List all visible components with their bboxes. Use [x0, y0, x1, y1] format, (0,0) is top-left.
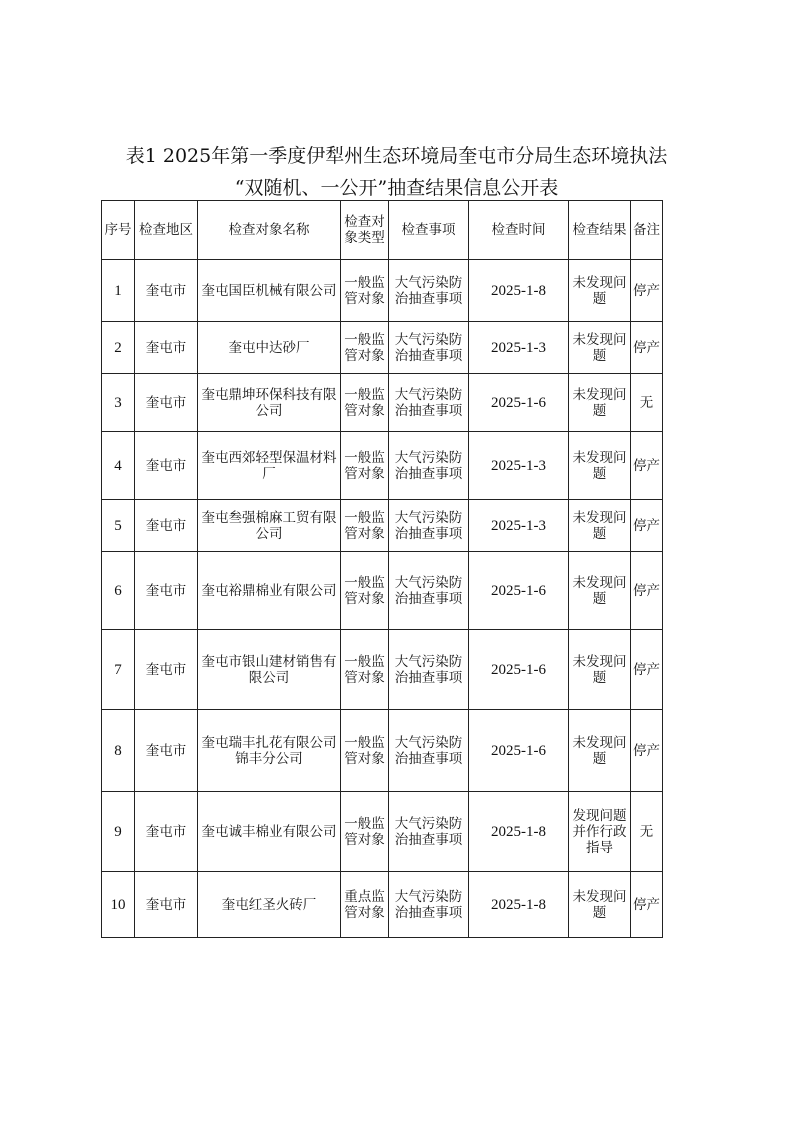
- cell-name: 奎屯鼎坤环保科技有限公司: [198, 374, 341, 432]
- cell-type: 一般监管对象: [341, 374, 389, 432]
- header-time: 检查时间: [469, 201, 569, 260]
- header-item: 检查事项: [389, 201, 469, 260]
- cell-area: 奎屯市: [135, 374, 198, 432]
- cell-item: 大气污染防治抽查事项: [389, 710, 469, 792]
- cell-result: 未发现问题: [569, 872, 631, 938]
- table-row: [102, 710, 663, 792]
- table-row: [102, 322, 663, 374]
- header-type: 检查对象类型: [341, 201, 389, 260]
- cell-seq: 6: [102, 552, 135, 630]
- table-row: [102, 630, 663, 710]
- cell-result: 发现问题并作行政指导: [569, 792, 631, 872]
- table-row: [102, 872, 663, 938]
- cell-item: 大气污染防治抽查事项: [389, 552, 469, 630]
- cell-time: 2025-1-8: [469, 260, 569, 322]
- cell-area: 奎屯市: [135, 432, 198, 500]
- cell-item: 大气污染防治抽查事项: [389, 260, 469, 322]
- table-row: [102, 552, 663, 630]
- header-area: 检查地区: [135, 201, 198, 260]
- cell-result: 未发现问题: [569, 260, 631, 322]
- cell-result: 未发现问题: [569, 322, 631, 374]
- cell-name: 奎屯西郊轻型保温材料厂: [198, 432, 341, 500]
- header-result: 检查结果: [569, 201, 631, 260]
- cell-name: 奎屯瑞丰扎花有限公司锦丰分公司: [198, 710, 341, 792]
- table-title-line2: “双随机、一公开”抽查结果信息公开表: [234, 177, 559, 199]
- table-row: [102, 500, 663, 552]
- cell-type: 一般监管对象: [341, 792, 389, 872]
- cell-time: 2025-1-6: [469, 630, 569, 710]
- cell-type: 一般监管对象: [341, 710, 389, 792]
- cell-note: 停产: [631, 260, 663, 322]
- cell-note: 无: [631, 792, 663, 872]
- cell-seq: 4: [102, 432, 135, 500]
- cell-area: 奎屯市: [135, 500, 198, 552]
- cell-result: 未发现问题: [569, 630, 631, 710]
- cell-item: 大气污染防治抽查事项: [389, 630, 469, 710]
- cell-result: 未发现问题: [569, 374, 631, 432]
- cell-note: 停产: [631, 710, 663, 792]
- cell-item: 大气污染防治抽查事项: [389, 432, 469, 500]
- table-row: [102, 432, 663, 500]
- table-row: [102, 792, 663, 872]
- cell-seq: 3: [102, 374, 135, 432]
- cell-type: 一般监管对象: [341, 630, 389, 710]
- cell-name: 奎屯国臣机械有限公司: [198, 260, 341, 322]
- cell-item: 大气污染防治抽查事项: [389, 374, 469, 432]
- cell-area: 奎屯市: [135, 872, 198, 938]
- cell-item: 大气污染防治抽查事项: [389, 500, 469, 552]
- cell-time: 2025-1-3: [469, 322, 569, 374]
- cell-area: 奎屯市: [135, 322, 198, 374]
- table-row: [102, 260, 663, 322]
- cell-result: 未发现问题: [569, 500, 631, 552]
- header-note: 备注: [631, 201, 663, 260]
- cell-type: 一般监管对象: [341, 500, 389, 552]
- cell-time: 2025-1-3: [469, 500, 569, 552]
- table-row: [102, 374, 663, 432]
- cell-time: 2025-1-6: [469, 374, 569, 432]
- table-title-line1: 表1 2025年第一季度伊犁州生态环境局奎屯市分局生态环境执法: [125, 145, 668, 167]
- cell-area: 奎屯市: [135, 630, 198, 710]
- cell-type: 一般监管对象: [341, 552, 389, 630]
- cell-note: 停产: [631, 552, 663, 630]
- cell-time: 2025-1-6: [469, 552, 569, 630]
- cell-seq: 1: [102, 260, 135, 322]
- table-body: [102, 260, 663, 938]
- cell-name: 奎屯中达砂厂: [198, 322, 341, 374]
- cell-item: 大气污染防治抽查事项: [389, 872, 469, 938]
- inspection-results-table: [101, 200, 663, 938]
- cell-time: 2025-1-3: [469, 432, 569, 500]
- header-name: 检查对象名称: [198, 201, 341, 260]
- cell-note: 停产: [631, 630, 663, 710]
- cell-seq: 5: [102, 500, 135, 552]
- cell-time: 2025-1-8: [469, 792, 569, 872]
- cell-result: 未发现问题: [569, 710, 631, 792]
- cell-item: 大气污染防治抽查事项: [389, 792, 469, 872]
- cell-seq: 2: [102, 322, 135, 374]
- cell-time: 2025-1-6: [469, 710, 569, 792]
- cell-area: 奎屯市: [135, 792, 198, 872]
- cell-type: 一般监管对象: [341, 322, 389, 374]
- cell-name: 奎屯裕鼎棉业有限公司: [198, 552, 341, 630]
- cell-seq: 7: [102, 630, 135, 710]
- cell-note: 停产: [631, 872, 663, 938]
- cell-type: 一般监管对象: [341, 432, 389, 500]
- cell-note: 停产: [631, 432, 663, 500]
- cell-note: 无: [631, 374, 663, 432]
- cell-result: 未发现问题: [569, 432, 631, 500]
- cell-note: 停产: [631, 322, 663, 374]
- cell-result: 未发现问题: [569, 552, 631, 630]
- cell-seq: 10: [102, 872, 135, 938]
- header-row: [102, 201, 663, 260]
- cell-area: 奎屯市: [135, 552, 198, 630]
- cell-time: 2025-1-8: [469, 872, 569, 938]
- cell-name: 奎屯叁强棉麻工贸有限公司: [198, 500, 341, 552]
- cell-area: 奎屯市: [135, 260, 198, 322]
- cell-name: 奎屯红圣火砖厂: [198, 872, 341, 938]
- cell-seq: 9: [102, 792, 135, 872]
- cell-name: 奎屯诚丰棉业有限公司: [198, 792, 341, 872]
- cell-name: 奎屯市银山建材销售有限公司: [198, 630, 341, 710]
- cell-type: 重点监管对象: [341, 872, 389, 938]
- cell-seq: 8: [102, 710, 135, 792]
- header-seq: 序号: [102, 201, 135, 260]
- cell-item: 大气污染防治抽查事项: [389, 322, 469, 374]
- cell-area: 奎屯市: [135, 710, 198, 792]
- cell-note: 停产: [631, 500, 663, 552]
- cell-type: 一般监管对象: [341, 260, 389, 322]
